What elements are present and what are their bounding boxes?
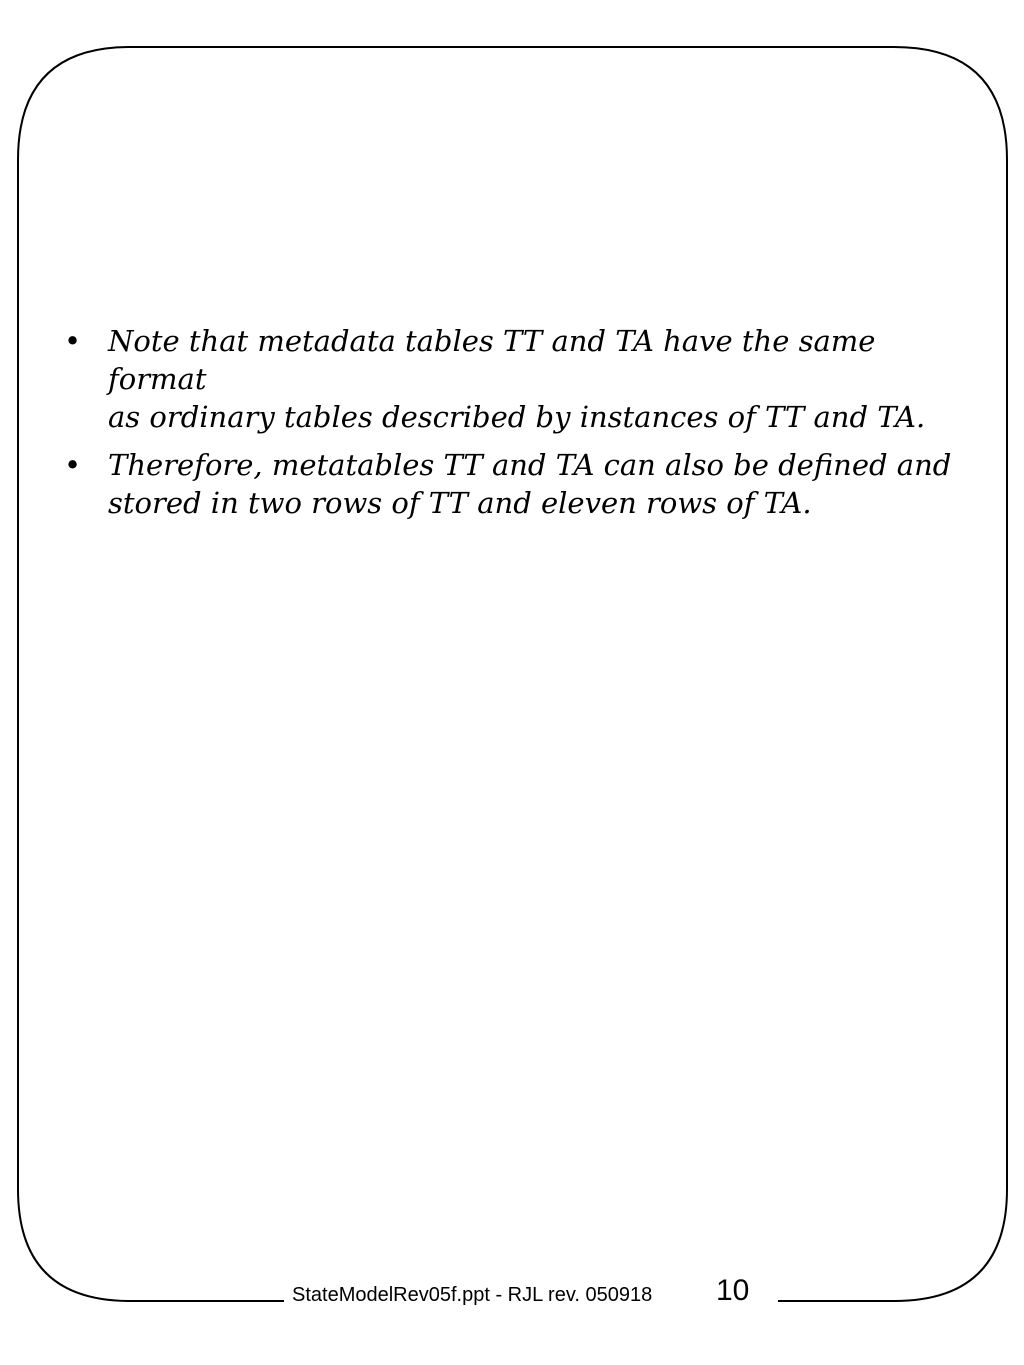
footer-filename: StateModelRev05f.ppt - RJL rev. 050918 — [292, 1284, 653, 1306]
bullet-line: as ordinary tables described by instances of TT and TA. — [108, 400, 926, 434]
bullet-marker: • — [64, 324, 82, 358]
page-number: 10 — [716, 1274, 750, 1307]
bullet-line: stored in two rows of TT and eleven rows of TA. — [108, 486, 812, 520]
bullet-line: Therefore, metatables TT and TA can also be defined and — [108, 448, 952, 482]
bullet-item — [58, 446, 958, 522]
bullet-marker: • — [64, 448, 82, 482]
bullet-item — [58, 322, 958, 436]
bullet-list — [58, 322, 958, 532]
bullet-line: Note that metadata tables TT and TA have the same format — [108, 324, 876, 396]
